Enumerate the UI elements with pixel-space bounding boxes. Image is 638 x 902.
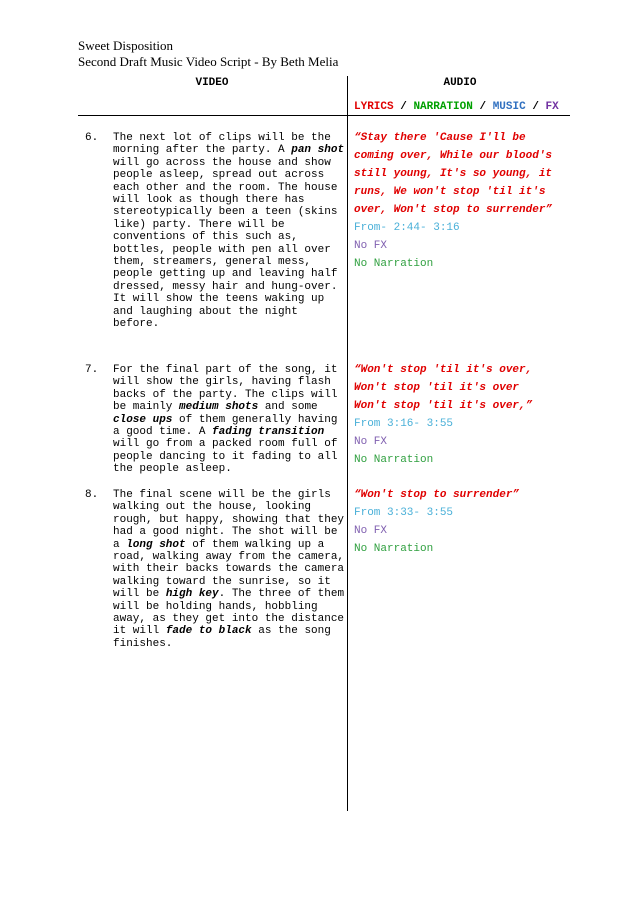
description-text: The next lot of clips will be the morning after the party. A: [113, 132, 331, 157]
legend-separator: /: [532, 101, 539, 113]
scene-video-description: [113, 489, 343, 650]
description-text: of them walking up a road, walking away from the camera, with their backs towards the camera walking toward the sunrise, so it will be: [113, 538, 345, 601]
scene-number: 7.: [85, 364, 99, 376]
emphasized-term: close ups: [113, 413, 173, 426]
description-text: The final scene will be the girls walking out the house, looking rough, but happy, showing that they had a good night. The shot will be a: [113, 489, 345, 551]
scene-narration: No Narration: [354, 454, 434, 466]
scene-number: 8.: [85, 489, 99, 501]
legend-narration: NARRATION: [413, 101, 473, 113]
audio-color-legend: [354, 101, 559, 113]
scene-fx: No FX: [354, 525, 388, 537]
document-subtitle: Second Draft Music Video Script - By Beth Melia: [78, 54, 339, 69]
description-text: and some: [264, 401, 318, 414]
scene-lyrics: “Won't stop 'til it's over, Won't stop 'til it's over Won't stop 'til it's over,”: [354, 364, 533, 412]
emphasized-term: medium shots: [179, 401, 259, 414]
description-text: . The three of them will be holding hands, hobbling away, as they get into the distance it will: [113, 588, 345, 638]
scene-audio: [354, 361, 568, 469]
description-text: For the final part of the song, it will show the girls, having flash backs of the party. The clips will be mainly: [113, 364, 338, 414]
scene-video-description: [113, 364, 343, 476]
legend-separator: /: [479, 101, 487, 113]
scene-lyrics: “Won't stop to surrender”: [354, 489, 520, 501]
scene-fx: No FX: [354, 436, 388, 448]
description-text: will go across the house and show people asleep, spread out across each other and the room. The house will look as though there has stereotypically been a teen (skins like) party. There will be conventions of this such as, bottles, people with pen all over them, streamers, general mess, people getting up and leaving half dressed, messy hair and hung-over. It will show the teens waking up and laughing about the night before.: [113, 156, 338, 331]
emphasized-term: fade to black: [165, 625, 252, 638]
scene-audio: [354, 486, 568, 558]
column-divider: [347, 76, 348, 811]
emphasized-term: long shot: [126, 538, 186, 551]
emphasized-term: pan shot: [291, 144, 345, 157]
scene-lyrics: “Stay there 'Cause I'll be coming over, While our blood's still young, It's so young, it runs, We won't stop 'til it's over, Won't stop to surrender”: [354, 132, 553, 216]
emphasized-term: fading transition: [212, 426, 325, 439]
description-text: will go from a packed room full of people dancing to it fading to all the people asleep.: [113, 438, 338, 476]
document-title: Sweet Disposition: [78, 38, 173, 53]
video-column-header: VIDEO: [195, 77, 229, 89]
scene-number: 6.: [85, 132, 99, 144]
scene-timecode: From- 2:44- 3:16: [354, 222, 460, 234]
scene-audio: [354, 129, 568, 273]
legend-separator: /: [400, 101, 407, 113]
emphasized-term: high key: [165, 588, 219, 601]
legend-fx: FX: [545, 101, 559, 113]
scene-fx: No FX: [354, 240, 388, 252]
scene-narration: No Narration: [354, 543, 434, 555]
description-text: of them generally having a good time. A: [113, 413, 338, 439]
audio-column-header: AUDIO: [443, 77, 477, 89]
legend-lyrics: LYRICS: [354, 101, 394, 113]
scene-video-description: [113, 132, 343, 331]
description-text: as the song finishes.: [113, 625, 331, 650]
header-rule: [78, 115, 570, 116]
scene-narration: No Narration: [354, 258, 434, 270]
scene-timecode: From 3:16- 3:55: [354, 418, 454, 430]
scene-timecode: From 3:33- 3:55: [354, 507, 454, 519]
legend-music: MUSIC: [492, 101, 526, 113]
